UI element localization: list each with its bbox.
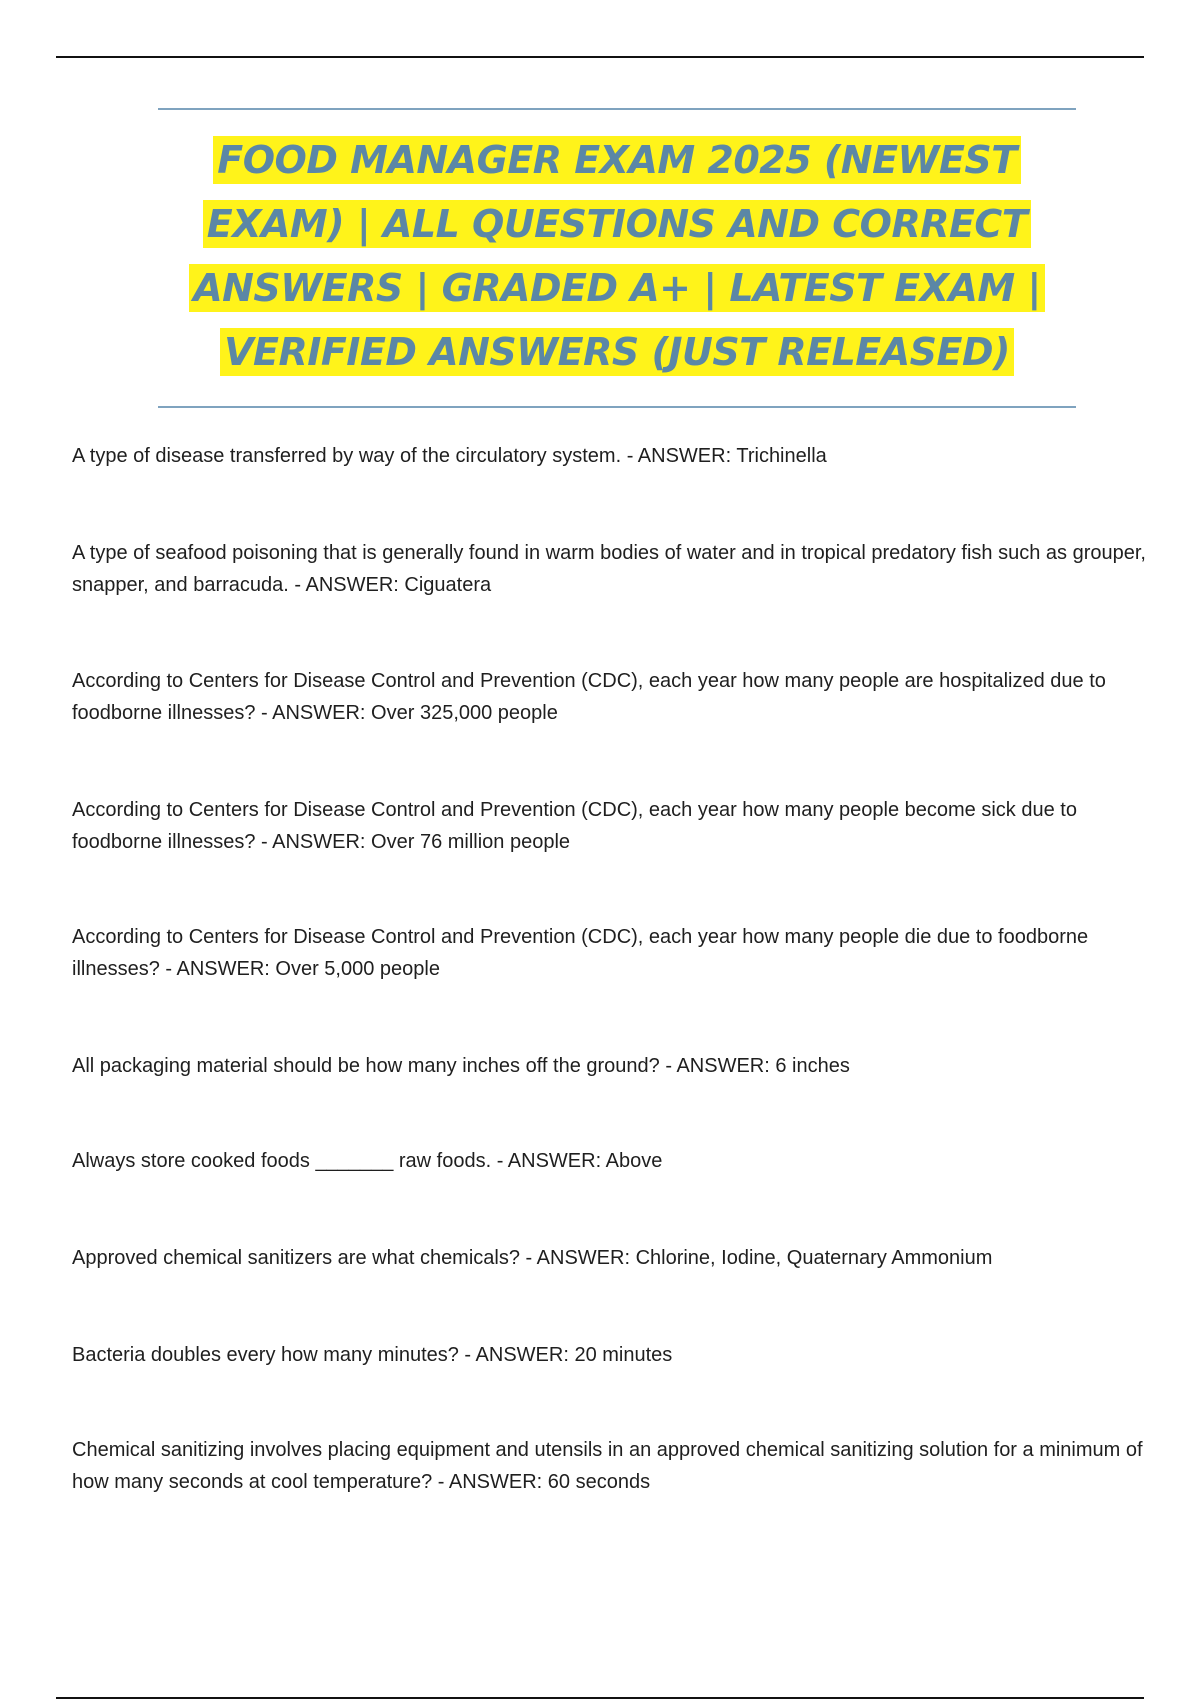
qa-item <box>72 1242 1162 1274</box>
question-text: Chemical sanitizing involves placing equipment and utensils in an approved chemical sanitizing solution for a minimum of how many seconds at cool temperature? <box>72 1439 1143 1493</box>
answer-separator: - ANSWER: <box>659 1055 776 1077</box>
answer-separator: - ANSWER: <box>621 445 737 467</box>
qa-item <box>72 794 1162 858</box>
answer-text: Over 325,000 people <box>371 702 558 724</box>
question-text: A type of disease transferred by way of the circulatory system. <box>72 445 622 467</box>
question-text: Bacteria doubles every how many minutes? <box>72 1344 459 1366</box>
question-text: According to Centers for Disease Control and Prevention (CDC), each year how many people become sick due to foodborne illnesses? <box>72 799 1077 853</box>
answer-separator: - ANSWER: <box>432 1471 548 1493</box>
answer-separator: - ANSWER: <box>255 831 372 853</box>
answer-text: 20 minutes <box>574 1344 673 1366</box>
qa-item <box>72 665 1162 729</box>
page-top-rule <box>56 56 1144 58</box>
answer-text: 6 inches <box>775 1055 850 1077</box>
qa-item <box>72 440 1162 472</box>
answer-text: Above <box>605 1150 663 1172</box>
question-text: A type of seafood poisoning that is generally found in warm bodies of water and in tropical predatory fish such as grouper, snapper, and barracuda. <box>72 542 1146 596</box>
question-text: Approved chemical sanitizers are what chemicals? <box>72 1247 520 1269</box>
answer-text: Ciguatera <box>404 574 492 596</box>
answer-separator: - ANSWER: <box>519 1247 636 1269</box>
answer-text: Over 76 million people <box>371 831 571 853</box>
qa-item <box>72 1339 1162 1371</box>
answer-separator: - ANSWER: <box>159 958 276 980</box>
qa-item <box>72 1434 1162 1498</box>
answer-separator: - ANSWER: <box>288 574 405 596</box>
answer-separator: - ANSWER: <box>255 702 372 724</box>
answer-text: 60 seconds <box>547 1471 651 1493</box>
answer-text: Chlorine, Iodine, Quaternary Ammonium <box>635 1247 993 1269</box>
question-text: All packaging material should be how many inches off the ground? <box>72 1055 660 1077</box>
title-bottom-rule <box>158 406 1076 408</box>
qa-item <box>72 921 1162 985</box>
qa-item <box>72 1145 1162 1177</box>
answer-separator: - ANSWER: <box>458 1344 575 1366</box>
title-top-rule <box>158 108 1076 110</box>
question-text: According to Centers for Disease Control and Prevention (CDC), each year how many people die due to foodborne illnesses? <box>72 926 1089 980</box>
answer-separator: - ANSWER: <box>491 1150 606 1172</box>
qa-item <box>72 1050 1162 1082</box>
document-title-text: FOOD MANAGER EXAM 2025 (NEWEST EXAM) | ALL QUESTIONS AND CORRECT ANSWERS | GRADED A+ | LATEST EXAM | VERIFIED ANSWERS (JUST RELEASED) <box>189 136 1045 376</box>
document-title <box>150 128 1084 384</box>
question-text: According to Centers for Disease Control and Prevention (CDC), each year how many people are hospitalized due to foodborne illnesses? <box>72 670 1106 724</box>
answer-text: Over 5,000 people <box>275 958 440 980</box>
answer-text: Trichinella <box>736 445 827 467</box>
question-text: Always store cooked foods _______ raw foods. <box>72 1150 492 1172</box>
page-bottom-rule <box>56 1697 1144 1699</box>
qa-item <box>72 537 1162 601</box>
